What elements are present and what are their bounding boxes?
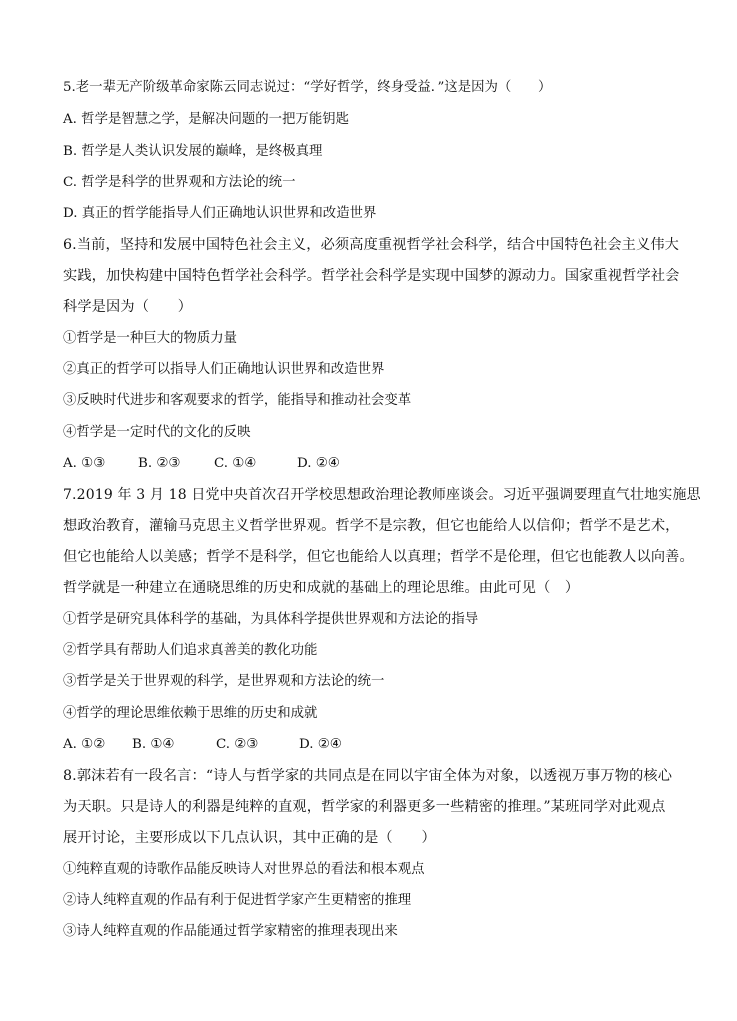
q5-option-c: C. 哲学是科学的世界观和方法论的统一 — [63, 175, 296, 190]
q7-statement-4: ④哲学的理论思维依赖于思维的历史和成就 — [63, 706, 318, 721]
q8-stem-line-3: 展开讨论，主要形成以下几点认识，其中正确的是（ ） — [63, 830, 436, 846]
q6-choice-b: B. ②③ — [138, 456, 181, 471]
q6-choice-c: C. ①④ — [214, 456, 257, 471]
q7-stem-line-1: 7.2019 年 3 月 18 日党中央首次召开学校思想政治理论教师座谈会。习近平强调要理直气壮地实施思 — [63, 487, 701, 503]
q7-choice-c: C. ②③ — [216, 737, 259, 752]
q7-statement-1: ①哲学是研究具体科学的基础，为具体科学提供世界观和方法论的指导 — [63, 612, 479, 627]
q6-statement-2: ②真正的哲学可以指导人们正确地认识世界和改造世界 — [63, 362, 385, 377]
q6-statement-3: ③反映时代进步和客观要求的哲学，能指导和推动社会变革 — [63, 393, 412, 408]
q8-statement-1: ①纯粹直观的诗歌作品能反映诗人对世界总的看法和根本观点 — [63, 862, 425, 877]
q6-stem-line-3: 科学是因为（ ） — [63, 299, 193, 315]
q6-stem-line-1: 6.当前，坚持和发展中国特色社会主义，必须高度重视哲学社会科学，结合中国特色社会主义伟大 — [63, 237, 680, 253]
q8-statement-3: ③诗人纯粹直观的作品能通过哲学家精密的推理表现出来 — [63, 924, 398, 939]
q7-statement-2: ②哲学具有帮助人们追求真善美的教化功能 — [63, 643, 318, 658]
q5-stem: 5.老一辈无产阶级革命家陈云同志说过：“学好哲学，终身受益．”这是因为（ ） — [63, 80, 552, 95]
q5-option-d: D. 真正的哲学能指导人们正确地认识世界和改造世界 — [63, 206, 377, 221]
q7-stem-line-3: 但它也能给人以美感；哲学不是科学，但它也能给人以真理；哲学不是伦理，但它也能教人以向善。 — [63, 549, 694, 565]
q6-choice-a: A. ①③ — [63, 456, 106, 471]
q7-statement-3: ③哲学是关于世界观的科学，是世界观和方法论的统一 — [63, 674, 385, 689]
q7-choice-b: B. ①④ — [132, 737, 175, 752]
q5-option-a: A. 哲学是智慧之学，是解决问题的一把万能钥匙 — [63, 112, 349, 127]
q6-statement-4: ④哲学是一定时代的文化的反映 — [63, 425, 251, 440]
q8-stem-line-1: 8.郭沫若有一段名言：“诗人与哲学家的共同点是在同以宇宙全体为对象，以透视万事万物的核心 — [63, 768, 673, 784]
q6-statement-1: ①哲学是一种巨大的物质力量 — [63, 331, 238, 346]
q5-option-b: B. 哲学是人类认识发展的巅峰，是终极真理 — [63, 144, 323, 159]
q6-choice-d: D. ②④ — [297, 456, 340, 471]
q6-stem-line-2: 实践，加快构建中国特色哲学社会科学。哲学社会科学是实现中国梦的源动力。国家重视哲学社会 — [63, 268, 680, 284]
q7-stem-line-2: 想政治教育，灌输马克思主义哲学世界观。哲学不是宗教，但它也能给人以信仰；哲学不是艺术， — [63, 518, 680, 534]
q7-stem-line-4: 哲学就是一种建立在通晓思维的历史和成就的基础上的理论思维。由此可见（ ） — [63, 580, 580, 596]
q8-stem-line-2: 为天职。只是诗人的利器是纯粹的直观，哲学家的利器更多一些精密的推理。”某班同学对此观点 — [63, 799, 666, 815]
q7-choice-d: D. ②④ — [299, 737, 342, 752]
q7-choice-a: A. ①② — [63, 737, 106, 752]
q8-statement-2: ②诗人纯粹直观的作品有利于促进哲学家产生更精密的推理 — [63, 893, 412, 908]
